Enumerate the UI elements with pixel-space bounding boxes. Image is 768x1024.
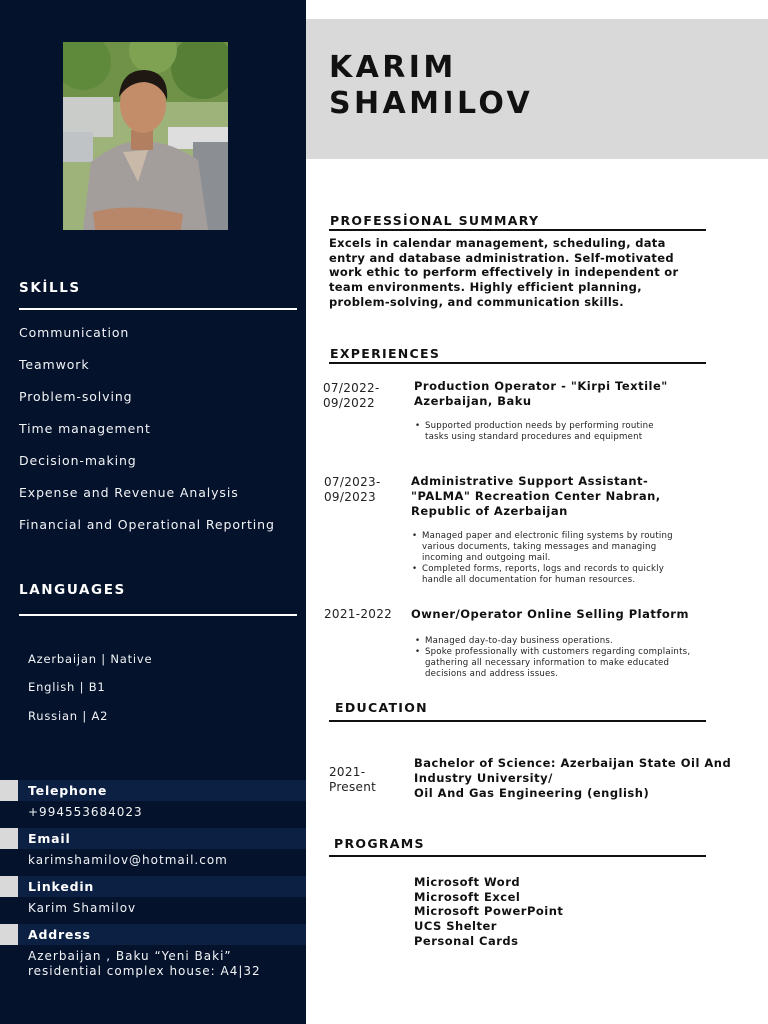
education-heading: EDUCATION [335, 700, 428, 715]
job-title-line: "PALMA" Recreation Center Nabran, [411, 489, 661, 503]
address-label: Address [28, 927, 91, 942]
experiences-heading: EXPERIENCES [330, 346, 441, 361]
program-item: UCS Shelter [414, 919, 497, 933]
telephone-value[interactable]: +994553684023 [28, 805, 143, 819]
job-title [411, 607, 689, 622]
education-degree [414, 756, 731, 801]
email-label: Email [28, 831, 71, 846]
email-marker [0, 828, 18, 849]
job-date-end: 09/2022 [323, 396, 375, 410]
language-item: Azerbaijan | Native [28, 652, 153, 666]
job-bullet: • Supported production needs by performing routine tasks using standard procedures and equipment [415, 421, 655, 443]
email-value[interactable]: karimshamilov@hotmail.com [28, 853, 228, 867]
skill-item: Decision-making [19, 453, 137, 468]
skills-heading: SKİLLS [19, 280, 81, 296]
skills-divider [19, 308, 297, 310]
name-header [306, 19, 768, 159]
job-date [323, 381, 380, 411]
job-date [324, 475, 381, 505]
education-date-start: 2021- [329, 765, 366, 779]
address-marker [0, 924, 18, 945]
job-bullets [415, 636, 700, 680]
job-location: Republic of Azerbaijan [411, 504, 568, 518]
education-date [329, 765, 376, 795]
job-title-line: Administrative Support Assistant- [411, 474, 649, 488]
job-date-range: 2021-2022 [324, 607, 393, 621]
education-divider [329, 720, 706, 722]
education-line: Bachelor of Science: Azerbaijan State Oil And [414, 756, 732, 770]
address-band [0, 924, 306, 945]
skill-item: Teamwork [19, 357, 90, 372]
job-bullets [415, 421, 655, 443]
job-date-start: 07/2023- [324, 475, 381, 489]
skill-item: Expense and Revenue Analysis [19, 485, 239, 500]
programs-divider [329, 855, 706, 857]
job-date [324, 607, 392, 622]
sidebar [0, 0, 306, 1024]
job-bullets [412, 531, 694, 586]
linkedin-value[interactable]: Karim Shamilov [28, 901, 137, 915]
skill-item: Time management [19, 421, 151, 436]
telephone-band [0, 780, 306, 801]
skill-item: Financial and Operational Reporting [19, 517, 275, 532]
address-line-1: Azerbaijan , Baku “Yeni Baki” [28, 949, 232, 963]
skill-item: Problem-solving [19, 389, 133, 404]
languages-divider [19, 614, 297, 616]
job-bullet: • Completed forms, reports, logs and records to quickly handle all documentation for human resources. [412, 564, 694, 586]
summary-heading: PROFESSİONAL SUMMARY [330, 213, 540, 228]
education-date-end: Present [329, 780, 377, 794]
telephone-marker [0, 780, 18, 801]
language-item: English | B1 [28, 680, 106, 694]
program-item: Microsoft PowerPoint [414, 904, 564, 918]
education-line: Oil And Gas Engineering (english) [414, 786, 650, 800]
program-item: Microsoft Word [414, 875, 521, 889]
linkedin-marker [0, 876, 18, 897]
profile-photo [63, 42, 228, 230]
program-item: Microsoft Excel [414, 890, 521, 904]
summary-text: Excels in calendar management, scheduling, data entry and database administration. Self-motivated work ethic to perform effectively in independent or team environments. Highly efficient planning, problem-solving, and communication skills. [329, 236, 679, 309]
candidate-name [329, 50, 533, 122]
email-band [0, 828, 306, 849]
job-bullet: • Spoke professionally with customers regarding complaints, gathering all necessary information to make educated decisions and address issues. [415, 647, 700, 680]
skill-item: Communication [19, 325, 130, 340]
job-title [414, 379, 668, 409]
last-name: SHAMILOV [329, 86, 534, 121]
telephone-label: Telephone [28, 783, 108, 798]
job-bullet: • Managed paper and electronic filing systems by routing various documents, taking messages and managing incoming and outgoing mail. [412, 531, 694, 564]
job-location: Azerbaijan, Baku [414, 394, 532, 408]
address-line-2: residential complex house: A4|32 [28, 964, 261, 978]
programs-heading: PROGRAMS [334, 836, 425, 851]
job-date-start: 07/2022- [323, 381, 380, 395]
summary-divider [329, 229, 706, 231]
education-line: Industry University/ [414, 771, 553, 785]
experiences-divider [329, 362, 706, 364]
linkedin-label: Linkedin [28, 879, 95, 894]
job-title [411, 474, 661, 519]
job-title-line: Production Operator - "Kirpi Textile" [414, 379, 668, 393]
job-title-line: Owner/Operator Online Selling Platform [411, 607, 689, 621]
first-name: KARIM [329, 50, 457, 85]
languages-heading: LANGUAGES [19, 582, 126, 598]
job-date-end: 09/2023 [324, 490, 376, 504]
program-item: Personal Cards [414, 934, 519, 948]
linkedin-band [0, 876, 306, 897]
language-item: Russian | A2 [28, 709, 109, 723]
job-bullet: • Managed day-to-day business operations. [415, 636, 700, 647]
